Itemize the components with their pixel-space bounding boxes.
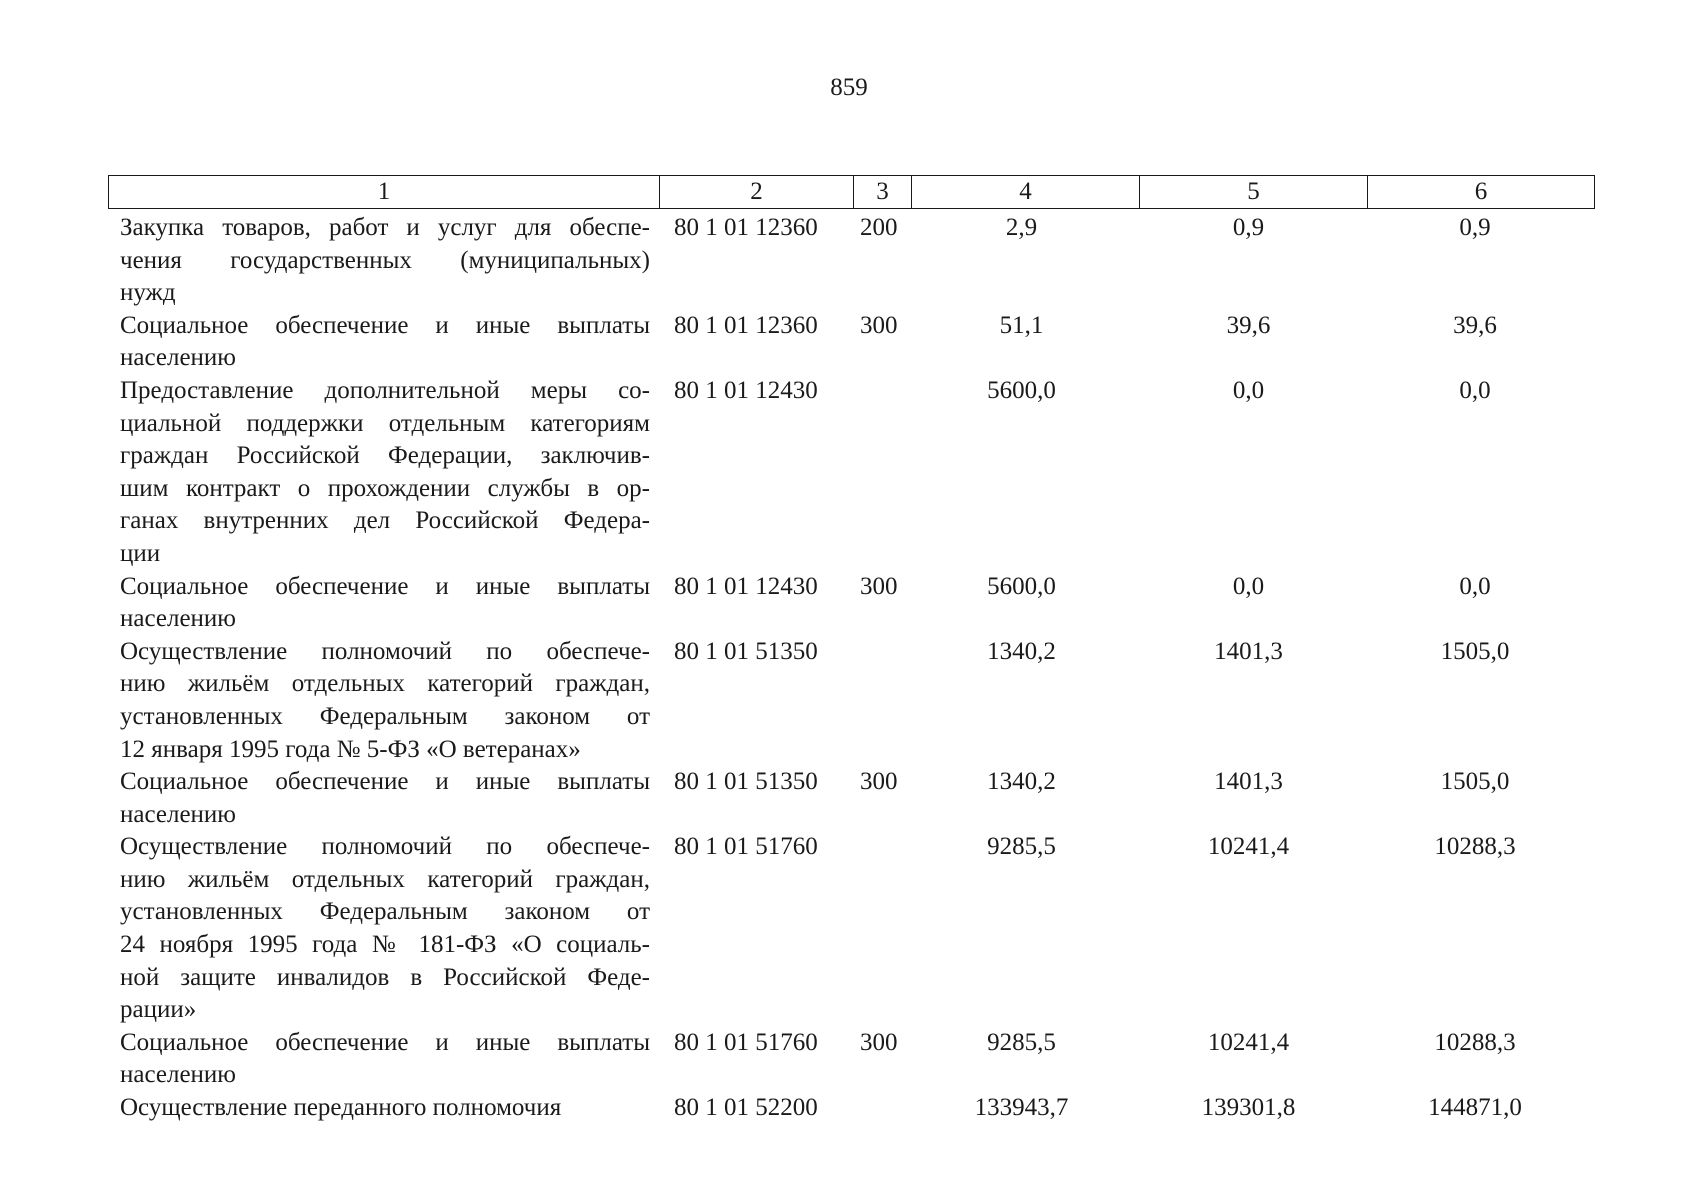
row-code: 80 1 01 51350 (674, 768, 818, 796)
row-value-col4: 5600,0 (987, 376, 1056, 404)
row-value-col5: 1401,3 (1214, 637, 1283, 665)
row-value-col5: 0,0 (1232, 376, 1265, 404)
column-number-header (108, 175, 1595, 209)
row-expense-type: 300 (860, 311, 898, 339)
row-value-col5: 1401,3 (1214, 768, 1283, 796)
row-name-line: нужд (120, 279, 176, 307)
row-value-col6: 10288,3 (1434, 1028, 1516, 1056)
row-code: 80 1 01 12430 (674, 376, 818, 404)
column-header-6: 6 (1368, 176, 1595, 209)
row-name (108, 310, 658, 375)
row-value-col4: 9285,5 (987, 833, 1056, 861)
row-name-line: установленных Федеральным законом от (120, 898, 650, 926)
row-value-col4: 2,9 (1005, 214, 1038, 241)
row-name-line: Социальное обеспечение и иные выплаты (120, 311, 650, 339)
row-name (108, 636, 658, 766)
row-code: 80 1 01 51760 (674, 1028, 818, 1056)
header-row (109, 176, 1595, 209)
row-name-line: ции (120, 539, 161, 567)
row-value-col4: 51,1 (999, 311, 1044, 339)
row-name-line: шим контракт о прохождении службы в ор- (120, 474, 650, 502)
row-expense-type: 200 (860, 214, 898, 241)
row-expense-type (851, 636, 908, 766)
column-header-3: 3 (854, 176, 912, 209)
row-expense-type (851, 831, 908, 1027)
row-name-line: установленных Федеральным законом от (120, 702, 650, 730)
row-expense-type (851, 375, 908, 571)
row-name-line: нию жильём отдельных категорий граждан, (120, 670, 650, 698)
row-name-line: циальной поддержки отдельным категориям (120, 409, 650, 437)
table-row (108, 1092, 1588, 1125)
row-value-col4: 5600,0 (987, 572, 1056, 600)
table-row (108, 212, 1588, 310)
row-name-line: Социальное обеспечение и иные выплаты (120, 1028, 650, 1056)
row-value-col5: 39,6 (1226, 311, 1271, 339)
table-row (108, 636, 1588, 766)
row-name-line: Социальное обеспечение и иные выплаты (120, 768, 650, 796)
row-value-col6: 0,0 (1459, 376, 1491, 404)
row-name (108, 375, 658, 571)
row-code: 80 1 01 51760 (674, 833, 818, 861)
table-row (108, 766, 1588, 831)
column-header-1: 1 (109, 176, 660, 209)
row-code: 80 1 01 51350 (674, 637, 818, 665)
row-value-col6: 10288,3 (1434, 833, 1516, 861)
row-value-col5: 10241,4 (1207, 833, 1290, 861)
row-name-line: 12 января 1995 года № 5-ФЗ «О ветеранах» (120, 735, 581, 763)
row-name-line: ной защите инвалидов в Российской Феде- (120, 963, 650, 991)
table-row (108, 831, 1588, 1027)
page-number: 859 (830, 74, 868, 101)
table-row (108, 310, 1588, 375)
row-name-line: Закупка товаров, работ и услуг для обеспе- (120, 214, 650, 241)
row-code: 80 1 01 12360 (674, 311, 818, 339)
row-name (108, 766, 658, 831)
row-name (108, 212, 658, 310)
row-name-line: населению (120, 344, 236, 372)
row-value-col6: 144871,0 (1428, 1094, 1522, 1122)
budget-table (108, 212, 1588, 1125)
row-name (108, 831, 658, 1027)
row-name-line: Осуществление полномочий по обеспече- (120, 833, 650, 861)
row-expense-type: 300 (860, 1028, 898, 1056)
table-row (108, 1027, 1588, 1092)
row-value-col5: 0,9 (1232, 214, 1265, 241)
row-expense-type: 300 (860, 768, 898, 796)
row-name-line: Осуществление переданного полномочия (120, 1094, 562, 1122)
table-row (108, 571, 1588, 636)
row-name-line: ганах внутренних дел Российской Федера- (120, 507, 650, 535)
row-expense-type (851, 1092, 908, 1125)
row-name-line: населению (120, 1061, 236, 1089)
row-value-col5: 0,0 (1232, 572, 1265, 600)
budget-table-body (108, 212, 1588, 1125)
row-value-col5: 139301,8 (1201, 1094, 1296, 1122)
row-name-line: рации» (120, 996, 197, 1024)
row-expense-type: 300 (860, 572, 898, 600)
row-name-line: населению (120, 800, 236, 828)
row-name-line: Предоставление дополнительной меры со- (120, 376, 650, 404)
row-value-col6: 1505,0 (1440, 768, 1510, 796)
row-code: 80 1 01 12430 (674, 572, 818, 600)
row-code: 80 1 01 12360 (674, 214, 818, 241)
row-name (108, 1027, 658, 1092)
row-value-col6: 0,9 (1459, 214, 1491, 241)
row-value-col4: 9285,5 (987, 1028, 1056, 1056)
row-name-line: Социальное обеспечение и иные выплаты (120, 572, 650, 600)
row-name-line: населению (120, 605, 236, 633)
row-name-line: нию жильём отдельных категорий граждан, (120, 865, 650, 893)
row-value-col5: 10241,4 (1207, 1028, 1290, 1056)
column-header-2: 2 (660, 176, 854, 209)
table-row (108, 375, 1588, 571)
row-name (108, 571, 658, 636)
row-value-col4: 1340,2 (987, 768, 1056, 796)
column-header-4: 4 (912, 176, 1140, 209)
row-value-col6: 39,6 (1453, 311, 1497, 339)
row-value-col4: 133943,7 (974, 1094, 1069, 1122)
row-value-col6: 0,0 (1459, 572, 1491, 600)
row-name-line: граждан Российской Федерации, заключив- (120, 442, 650, 470)
row-value-col4: 1340,2 (987, 637, 1056, 665)
column-header-5: 5 (1140, 176, 1368, 209)
row-code: 80 1 01 52200 (674, 1094, 818, 1122)
row-value-col6: 1505,0 (1440, 637, 1510, 665)
row-name-line: Осуществление полномочий по обеспече- (120, 637, 650, 665)
row-name-line: чения государственных (муниципальных) (120, 246, 650, 274)
row-name (108, 1092, 658, 1125)
row-name-line: 24 ноября 1995 года № 181-ФЗ «О социаль- (120, 931, 650, 959)
